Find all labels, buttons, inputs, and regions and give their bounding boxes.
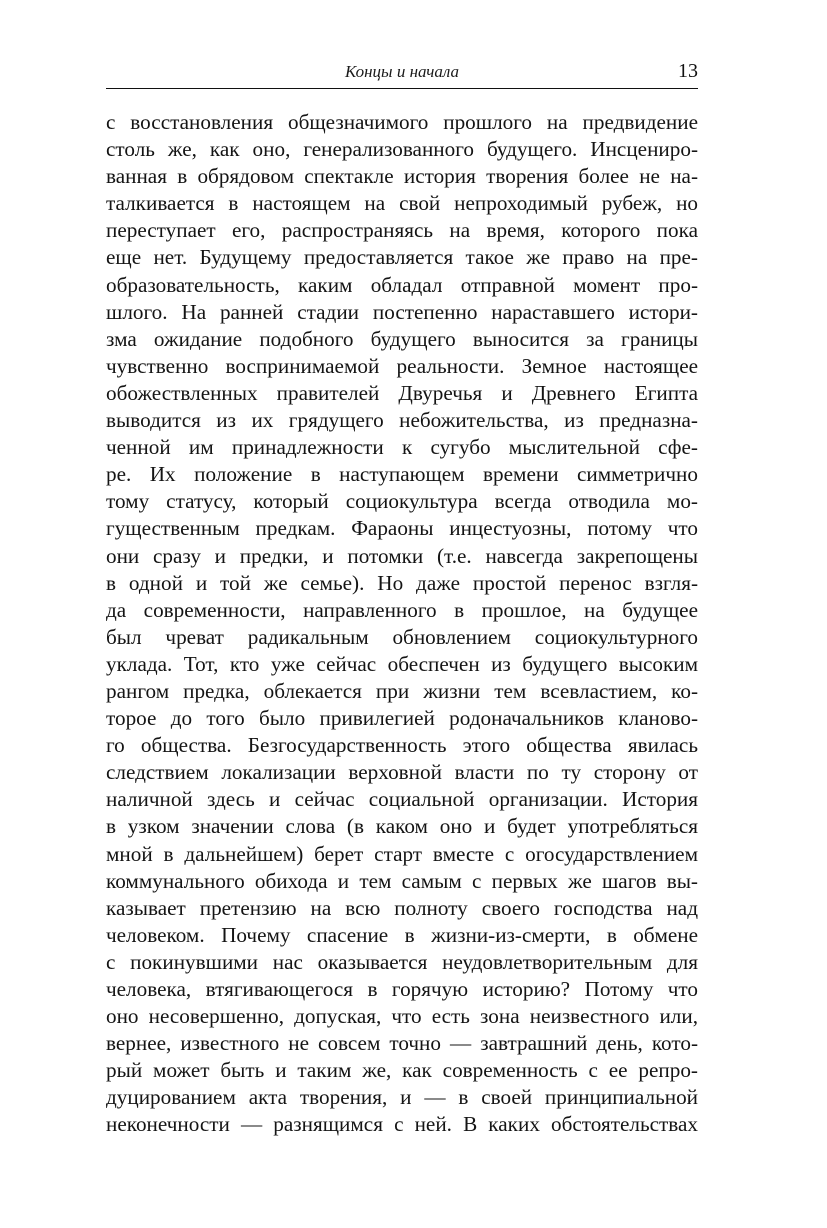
running-title: Концы и начала bbox=[344, 62, 460, 81]
body-text bbox=[106, 109, 698, 1139]
text-line: ванная в обрядовом спектакле история творения более не на- bbox=[106, 164, 698, 189]
text-line: го общества. Безгосударственность этого общества явилась bbox=[106, 733, 698, 758]
text-line: переступает его, распространяясь на время, которого пока bbox=[106, 218, 698, 243]
page-number: 13 bbox=[678, 60, 698, 82]
text-line: мной в дальнейшем) берет старт вместе с огосударствлением bbox=[106, 841, 698, 866]
running-header bbox=[106, 60, 698, 89]
text-line: чувственно воспринимаемой реальности. Земное настоящее bbox=[106, 353, 698, 378]
text-line: коммунального обихода и тем самым с первых же шагов вы- bbox=[106, 868, 698, 893]
text-line: человеком. Почему спасение в жизни-из-смерти, в обмене bbox=[106, 922, 698, 947]
text-line: зма ожидание подобного будущего выносится за границы bbox=[106, 326, 698, 351]
text-line: рангом предка, облекается при жизни тем всевластием, ко- bbox=[106, 678, 698, 703]
text-line: шлого. На ранней стадии постепенно нараставшего истори- bbox=[106, 299, 698, 324]
text-line: наличной здесь и сейчас социальной организации. История bbox=[106, 787, 698, 812]
text-line: в одной и той же семье). Но даже простой перенос взгля- bbox=[106, 570, 698, 595]
text-line: выводится из их грядущего небожительства, из предназна- bbox=[106, 408, 698, 433]
text-line: еще нет. Будущему предоставляется такое же право на пре- bbox=[106, 245, 698, 270]
text-line: с покинувшими нас оказывается неудовлетворительным для bbox=[106, 949, 698, 974]
text-line: рый может быть и таким же, как современность с ее репро- bbox=[106, 1058, 698, 1083]
text-line: торое до того было привилегией родоначальников кланово- bbox=[106, 706, 698, 731]
text-line: тому статусу, который социокультура всегда отводила мо- bbox=[106, 489, 698, 514]
text-line: ченной им принадлежности к сугубо мыслительной сфе- bbox=[106, 435, 698, 460]
text-line: гущественным предкам. Фараоны инцестуозны, потому что bbox=[106, 516, 698, 541]
text-line: талкивается в настоящем на свой непроходимый рубеж, но bbox=[106, 191, 698, 216]
text-line: образовательность, каким обладал отправной момент про- bbox=[106, 272, 698, 297]
text-line: вернее, известного не совсем точно — завтрашний день, кото- bbox=[106, 1031, 698, 1056]
text-line: обожествленных правителей Двуречья и Древнего Египта bbox=[106, 380, 698, 405]
text-line: столь же, как оно, генерализованного будущего. Инсцениро- bbox=[106, 137, 698, 162]
text-line: уклада. Тот, кто уже сейчас обеспечен из будущего высоким bbox=[106, 651, 698, 676]
text-line: неконечности — разнящимся с ней. В каких обстоятельствах bbox=[106, 1112, 698, 1137]
text-line: был чреват радикальным обновлением социокультурного bbox=[106, 624, 698, 649]
text-line: да современности, направленного в прошлое, на будущее bbox=[106, 597, 698, 622]
text-line: оно несовершенно, допуская, что есть зона неизвестного или, bbox=[106, 1004, 698, 1029]
text-line: следствием локализации верховной власти по ту сторону от bbox=[106, 760, 698, 785]
text-line: ре. Их положение в наступающем времени симметрично bbox=[106, 462, 698, 487]
text-line: дуцированием акта творения, и — в своей принципиальной bbox=[106, 1085, 698, 1110]
text-line: они сразу и предки, и потомки (т.е. навсегда закрепощены bbox=[106, 543, 698, 568]
text-line: казывает претензию на всю полноту своего господства над bbox=[106, 895, 698, 920]
text-line: человека, втягивающегося в горячую историю? Потому что bbox=[106, 977, 698, 1001]
text-line: с восстановления общезначимого прошлого на предвидение bbox=[106, 110, 698, 134]
text-line: в узком значении слова (в каком оно и будет употребляться bbox=[106, 814, 698, 839]
